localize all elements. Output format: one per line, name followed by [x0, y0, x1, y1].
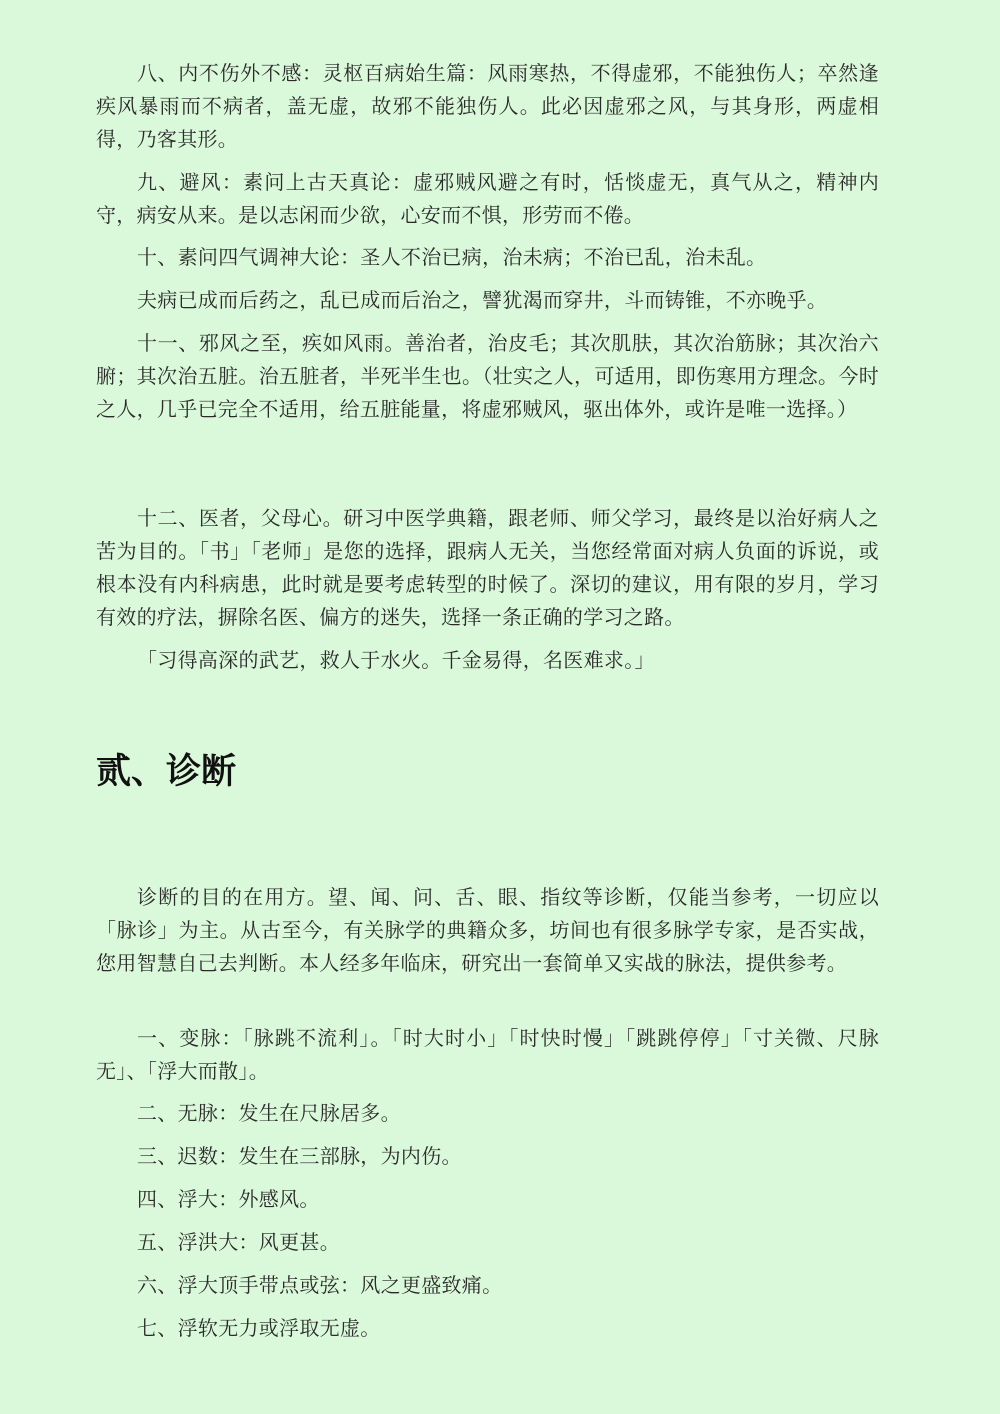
diagnosis-item-4: 四、浮大：外感风。 — [137, 1187, 320, 1211]
diagnosis-item-7: 七、浮软无力或浮取无虚。 — [137, 1316, 381, 1340]
diagnosis-item-5: 五、浮洪大：风更甚。 — [137, 1230, 340, 1254]
paragraph-9: 九、避风：素问上古天真论：虚邪贼风避之有时，恬惔虚无，真气从之，精神内守，病安从来。是以志闲而少欲，心安而不惧，形劳而不倦。 — [96, 170, 879, 227]
paragraph-11: 十一、邪风之至，疾如风雨。善治者，治皮毛；其次肌肤，其次治筋脉；其次治六腑；其次治五脏。治五脏者，半死半生也。（壮实之人，可适用，即伤寒用方理念。今时之人，几乎已完全不适用，给五脏能量，将虚邪贼风，驱出体外，或许是唯一选择。） — [96, 331, 879, 421]
diagnosis-intro: 诊断的目的在用方。望、闻、问、舌、眼、指纹等诊断，仅能当参考，一切应以「脉诊」为主。从古至今，有关脉学的典籍众多，坊间也有很多脉学专家，是否实战，您用智慧自己去判断。本人经多年临床，研究出一套简单又实战的脉法，提供参考。 — [96, 885, 879, 975]
paragraph-12: 十二、医者，父母心。研习中医学典籍，跟老师、师父学习，最终是以治好病人之苦为目的。「书」「老师」是您的选择，跟病人无关，当您经常面对病人负面的诉说，或根本没有内科病患，此时就是要考虑转型的时候了。深切的建议，用有限的岁月，学习有效的疗法，摒除名医、偏方的迷失，选择一条正确的学习之路。 — [96, 506, 879, 629]
paragraph-10-continued: 夫病已成而后药之，乱已成而后治之，譬犹渴而穿井，斗而铸锥，不亦晚乎。 — [137, 288, 828, 312]
paragraph-8: 八、内不伤外不感：灵枢百病始生篇：风雨寒热，不得虚邪，不能独伤人；卒然逢疾风暴雨而不病者，盖无虚，故邪不能独伤人。此必因虚邪之风，与其身形，两虚相得，乃客其形。 — [96, 61, 879, 151]
diagnosis-item-2: 二、无脉：发生在尺脉居多。 — [137, 1101, 401, 1125]
quote-paragraph: 「习得高深的武艺，救人于水火。千金易得，名医难求。」 — [137, 648, 655, 672]
diagnosis-item-1: 一、变脉：「脉跳不流利」。「时大时小」「时快时慢」「跳跳停停」「寸关微、尺脉无」、「浮大而散」。 — [96, 1026, 879, 1083]
paragraph-10: 十、素问四气调神大论：圣人不治已病，治未病；不治已乱，治未乱。 — [137, 245, 767, 269]
section-heading-diagnosis: 贰、诊断 — [96, 752, 237, 792]
diagnosis-item-6: 六、浮大顶手带点或弦：风之更盛致痛。 — [137, 1273, 503, 1297]
diagnosis-item-3: 三、迟数：发生在三部脉，为内伤。 — [137, 1144, 462, 1168]
